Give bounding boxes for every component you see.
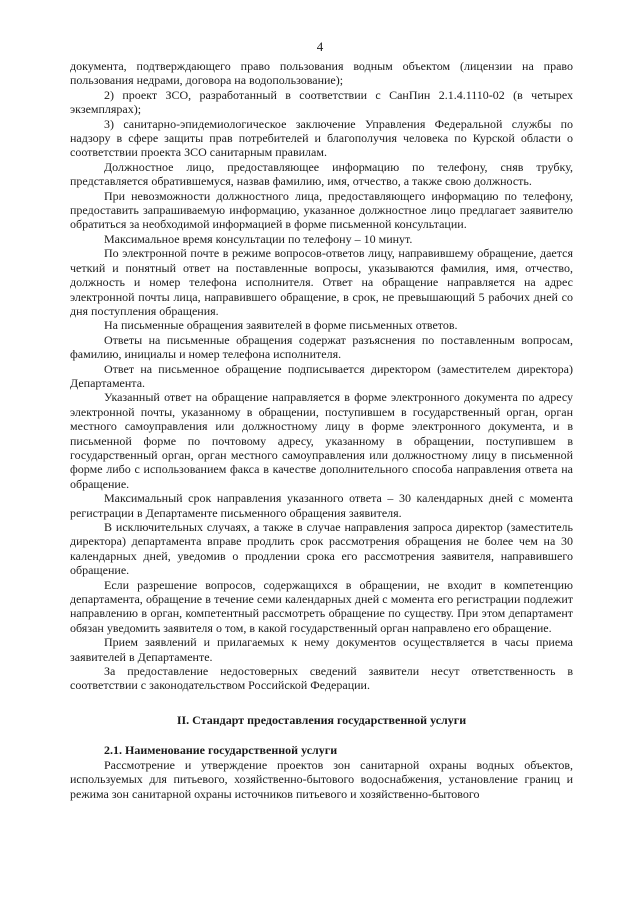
paragraph: За предоставление недостоверных сведений заявители несут ответственность в соответствии с законодательством Российской Федерации. [70,664,573,693]
paragraph: При невозможности должностного лица, предоставляющего информацию по телефону, предоставить запрашиваемую информацию, указанное должностное лицо предлагает заявителю обратиться за необходимой информацией в форме письменной консультации. [70,188,573,232]
paragraph: документа, подтверждающего право пользования водным объектом (лицензии на право пользования недрами, договора на водопользование); [70,59,573,88]
paragraph: 2) проект ЗСО, разработанный в соответствии с СанПин 2.1.4.1110-02 (в четырех экземплярах); [70,87,573,117]
paragraph: Если разрешение вопросов, содержащихся в обращении, не входит в компетенцию департамента, обращение в течение семи календарных дней с момента его регистрации подлежит направлению в орган, компетентный рассмотреть обращение по существу. При этом департамент обязан уведомить заявителя о том, в какой государственный орган направлено его обращение. [70,577,573,635]
paragraph: Указанный ответ на обращение направляется в форме электронного документа по адресу электронной почты, указанному в обращении, поступившем в государственный орган, орган местного самоуправления или должностному лицу в форме электронного документа, и в письменной форме по почтовому адресу, указанному в обращении, поступившем в государственный орган, орган местного самоуправления или должностному лицу в письменной форме либо с использованием факса в качестве дополнительного способа направления ответа на обращение. [70,390,573,491]
paragraph: Рассмотрение и утверждение проектов зон санитарной охраны водных объектов, используемых для питьевого, хозяйственно-бытового водоснабжения, установление границ и режима зон санитарной охраны источников питьевого и хозяйственно-бытового [70,757,573,801]
paragraph: Максимальное время консультации по телефону – 10 минут. [104,231,413,246]
page-content [70,59,573,801]
paragraph: По электронной почте в режиме вопросов-ответов лицу, направившему обращение, дается четкий и понятный ответ на поставленные вопросы, указываются фамилия, имя, отчество, должность и номер телефона исполнителя. Ответ на обращение направляется на адрес электронной почты лица, направившего обращение, в срок, не превышающий 5 рабочих дней со дня поступления обращения. [70,246,573,318]
paragraph: В исключительных случаях, а также в случае направления запроса директор (заместитель директора) департамента вправе продлить срок рассмотрения обращения не более чем на 30 календарных дней, уведомив о продлении срока его рассмотрения заявителя, направившего обращение. [70,520,573,578]
paragraph: Должностное лицо, предоставляющее информацию по телефону, сняв трубку, представляется обратившемуся, назвав фамилию, имя, отчество, а также свою должность. [70,159,573,189]
paragraph: На письменные обращения заявителей в форме письменных ответов. [104,318,458,333]
paragraph: 3) санитарно-эпидемиологическое заключение Управления Федеральной службы по надзору в сфере защиты прав потребителей и благополучия человека по Курской области о соответствии проекта ЗСО санитарным правилам. [70,116,573,160]
section-heading: II. Стандарт предоставления государственной услуги [176,712,467,727]
subsection-heading: 2.1. Наименование государственной услуги [104,743,338,758]
paragraph: Ответы на письменные обращения содержат разъяснения по поставленным вопросам, фамилию, инициалы и номер телефона исполнителя. [70,332,573,362]
paragraph: Прием заявлений и прилагаемых к нему документов осуществляется в часы приема заявителей в Департаменте. [70,635,573,664]
page-number: 4 [316,39,324,54]
paragraph: Максимальный срок направления указанного ответа – 30 календарных дней с момента регистрации в Департаменте письменного обращения заявителя. [70,491,573,520]
paragraph: Ответ на письменное обращение подписывается директором (заместителем директора) Департамента. [70,361,573,390]
